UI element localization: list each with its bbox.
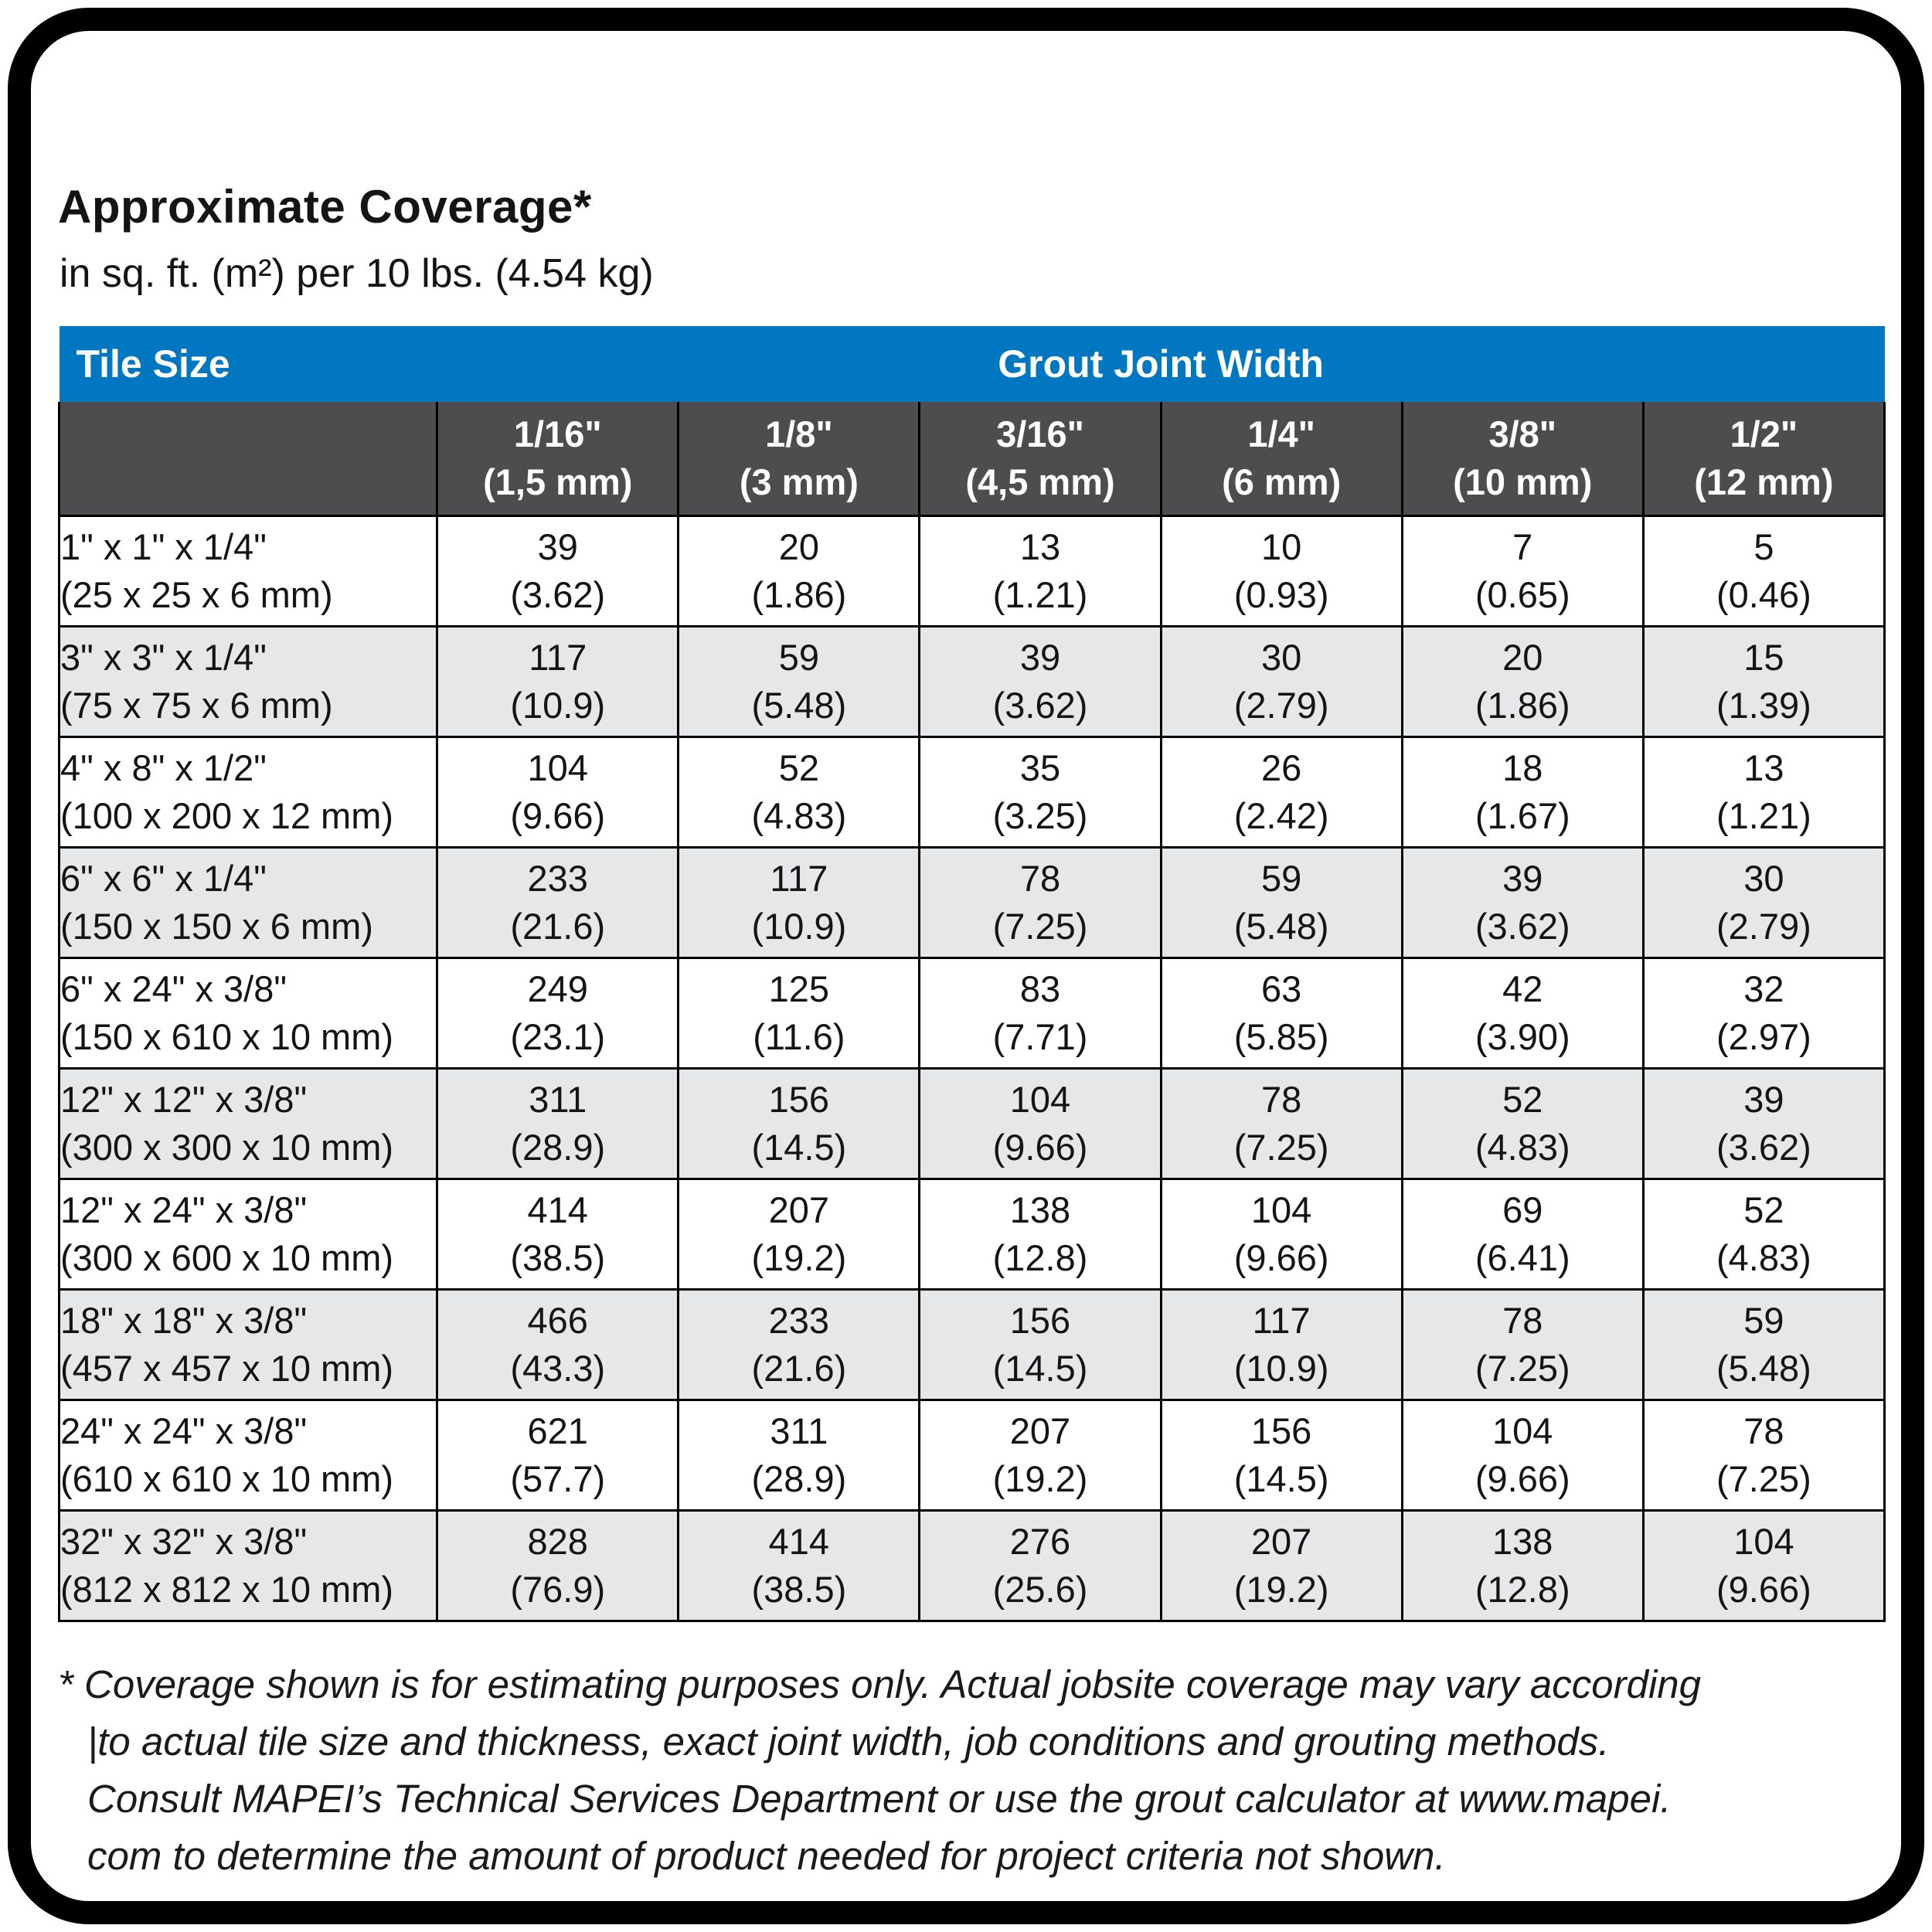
column-header-3: 3/16" (4,5 mm) — [920, 402, 1161, 516]
coverage-value-cell: 10 (0.93) — [1161, 516, 1402, 627]
coverage-value-cell: 20 (1.86) — [1402, 627, 1643, 737]
table-row — [60, 516, 1885, 627]
coverage-value-cell: 104 (9.66) — [437, 737, 679, 848]
table-row — [60, 1400, 1885, 1511]
coverage-value-cell: 42 (3.90) — [1402, 958, 1643, 1069]
coverage-value-cell: 156 (14.5) — [679, 1069, 920, 1179]
subheader-empty-cell — [60, 402, 437, 516]
coverage-value-cell: 828 (76.9) — [437, 1511, 679, 1621]
coverage-value-cell: 117 (10.9) — [437, 627, 679, 737]
coverage-value-cell: 13 (1.21) — [1643, 737, 1884, 848]
footnote-line: Consult MAPEI’s Technical Services Department or use the grout calculator at www.mapei. — [87, 1777, 1672, 1821]
coverage-value-cell: 59 (5.48) — [679, 627, 920, 737]
table-row — [60, 1179, 1885, 1290]
coverage-value-cell: 207 (19.2) — [1161, 1511, 1402, 1621]
table-row — [60, 737, 1885, 848]
coverage-value-cell: 30 (2.79) — [1643, 848, 1884, 958]
coverage-value-cell: 30 (2.79) — [1161, 627, 1402, 737]
coverage-value-cell: 621 (57.7) — [437, 1400, 679, 1511]
table-row — [60, 958, 1885, 1069]
coverage-value-cell: 104 (9.66) — [920, 1069, 1161, 1179]
tile-size-cell: 6" x 24" x 3/8" (150 x 610 x 10 mm) — [60, 958, 437, 1069]
tile-size-cell: 3" x 3" x 1/4" (75 x 75 x 6 mm) — [60, 627, 437, 737]
coverage-value-cell: 52 (4.83) — [1402, 1069, 1643, 1179]
coverage-value-cell: 138 (12.8) — [1402, 1511, 1643, 1621]
coverage-value-cell: 59 (5.48) — [1161, 848, 1402, 958]
coverage-value-cell: 78 (7.25) — [1161, 1069, 1402, 1179]
coverage-value-cell: 5 (0.46) — [1643, 516, 1884, 627]
tile-size-cell: 12" x 24" x 3/8" (300 x 600 x 10 mm) — [60, 1179, 437, 1290]
column-header-5: 3/8" (10 mm) — [1402, 402, 1643, 516]
coverage-card — [8, 8, 1924, 1924]
coverage-value-cell: 52 (4.83) — [679, 737, 920, 848]
coverage-value-cell: 39 (3.62) — [1402, 848, 1643, 958]
coverage-table-wrap — [58, 326, 1886, 1622]
coverage-value-cell: 104 (9.66) — [1402, 1400, 1643, 1511]
coverage-value-cell: 78 (7.25) — [1643, 1400, 1884, 1511]
coverage-value-cell: 414 (38.5) — [679, 1511, 920, 1621]
coverage-value-cell: 117 (10.9) — [679, 848, 920, 958]
tile-size-cell: 4" x 8" x 1/2" (100 x 200 x 12 mm) — [60, 737, 437, 848]
coverage-value-cell: 39 (3.62) — [1643, 1069, 1884, 1179]
coverage-value-cell: 18 (1.67) — [1402, 737, 1643, 848]
coverage-value-cell: 207 (19.2) — [920, 1400, 1161, 1511]
coverage-value-cell: 311 (28.9) — [437, 1069, 679, 1179]
coverage-value-cell: 78 (7.25) — [1402, 1290, 1643, 1400]
page-title: Approximate Coverage* — [58, 181, 592, 233]
coverage-value-cell: 276 (25.6) — [920, 1511, 1161, 1621]
column-header-6: 1/2" (12 mm) — [1643, 402, 1884, 516]
coverage-value-cell: 104 (9.66) — [1643, 1511, 1884, 1621]
footnote-line: com to determine the amount of product needed for project criteria not shown. — [87, 1834, 1446, 1878]
coverage-value-cell: 207 (19.2) — [679, 1179, 920, 1290]
coverage-value-cell: 7 (0.65) — [1402, 516, 1643, 627]
page-subtitle: in sq. ft. (m²) per 10 lbs. (4.54 kg) — [60, 251, 654, 296]
tile-size-cell: 6" x 6" x 1/4" (150 x 150 x 6 mm) — [60, 848, 437, 958]
coverage-value-cell: 39 (3.62) — [437, 516, 679, 627]
coverage-value-cell: 35 (3.25) — [920, 737, 1161, 848]
coverage-value-cell: 156 (14.5) — [1161, 1400, 1402, 1511]
table-row — [60, 627, 1885, 737]
coverage-value-cell: 104 (9.66) — [1161, 1179, 1402, 1290]
coverage-value-cell: 39 (3.62) — [920, 627, 1161, 737]
coverage-value-cell: 78 (7.25) — [920, 848, 1161, 958]
coverage-value-cell: 83 (7.71) — [920, 958, 1161, 1069]
grout-joint-width-header: Grout Joint Width — [437, 326, 1885, 402]
coverage-value-cell: 466 (43.3) — [437, 1290, 679, 1400]
coverage-value-cell: 233 (21.6) — [679, 1290, 920, 1400]
coverage-value-cell: 125 (11.6) — [679, 958, 920, 1069]
coverage-table-body — [60, 516, 1885, 1621]
column-header-4: 1/4" (6 mm) — [1161, 402, 1402, 516]
coverage-value-cell: 414 (38.5) — [437, 1179, 679, 1290]
coverage-value-cell: 156 (14.5) — [920, 1290, 1161, 1400]
table-row — [60, 1069, 1885, 1179]
coverage-value-cell: 138 (12.8) — [920, 1179, 1161, 1290]
tile-size-cell: 18" x 18" x 3/8" (457 x 457 x 10 mm) — [60, 1290, 437, 1400]
tile-size-cell: 1" x 1" x 1/4" (25 x 25 x 6 mm) — [60, 516, 437, 627]
tile-size-header: Tile Size — [60, 326, 437, 402]
tile-size-cell: 12" x 12" x 3/8" (300 x 300 x 10 mm) — [60, 1069, 437, 1179]
coverage-value-cell: 117 (10.9) — [1161, 1290, 1402, 1400]
footnote-line: |to actual tile size and thickness, exact joint width, job conditions and grouting methods. — [87, 1719, 1610, 1764]
coverage-value-cell: 63 (5.85) — [1161, 958, 1402, 1069]
coverage-value-cell: 15 (1.39) — [1643, 627, 1884, 737]
column-header-2: 1/8" (3 mm) — [679, 402, 920, 516]
card-content — [31, 31, 1901, 1885]
coverage-table — [58, 326, 1886, 1622]
column-header-1: 1/16" (1,5 mm) — [437, 402, 679, 516]
coverage-value-cell: 233 (21.6) — [437, 848, 679, 958]
footnote-line: * Coverage shown is for estimating purposes only. Actual jobsite coverage may vary according — [58, 1662, 1702, 1706]
table-row — [60, 1511, 1885, 1621]
coverage-value-cell: 52 (4.83) — [1643, 1179, 1884, 1290]
coverage-value-cell: 69 (6.41) — [1402, 1179, 1643, 1290]
coverage-value-cell: 32 (2.97) — [1643, 958, 1884, 1069]
coverage-value-cell: 59 (5.48) — [1643, 1290, 1884, 1400]
table-header-row — [60, 326, 1885, 402]
coverage-value-cell: 26 (2.42) — [1161, 737, 1402, 848]
footnote — [58, 1656, 1886, 1885]
tile-size-cell: 32" x 32" x 3/8" (812 x 812 x 10 mm) — [60, 1511, 437, 1621]
coverage-value-cell: 249 (23.1) — [437, 958, 679, 1069]
coverage-value-cell: 311 (28.9) — [679, 1400, 920, 1511]
grout-width-subheader-row — [60, 402, 1885, 516]
table-row — [60, 848, 1885, 958]
coverage-value-cell: 20 (1.86) — [679, 516, 920, 627]
table-row — [60, 1290, 1885, 1400]
tile-size-cell: 24" x 24" x 3/8" (610 x 610 x 10 mm) — [60, 1400, 437, 1511]
coverage-value-cell: 13 (1.21) — [920, 516, 1161, 627]
